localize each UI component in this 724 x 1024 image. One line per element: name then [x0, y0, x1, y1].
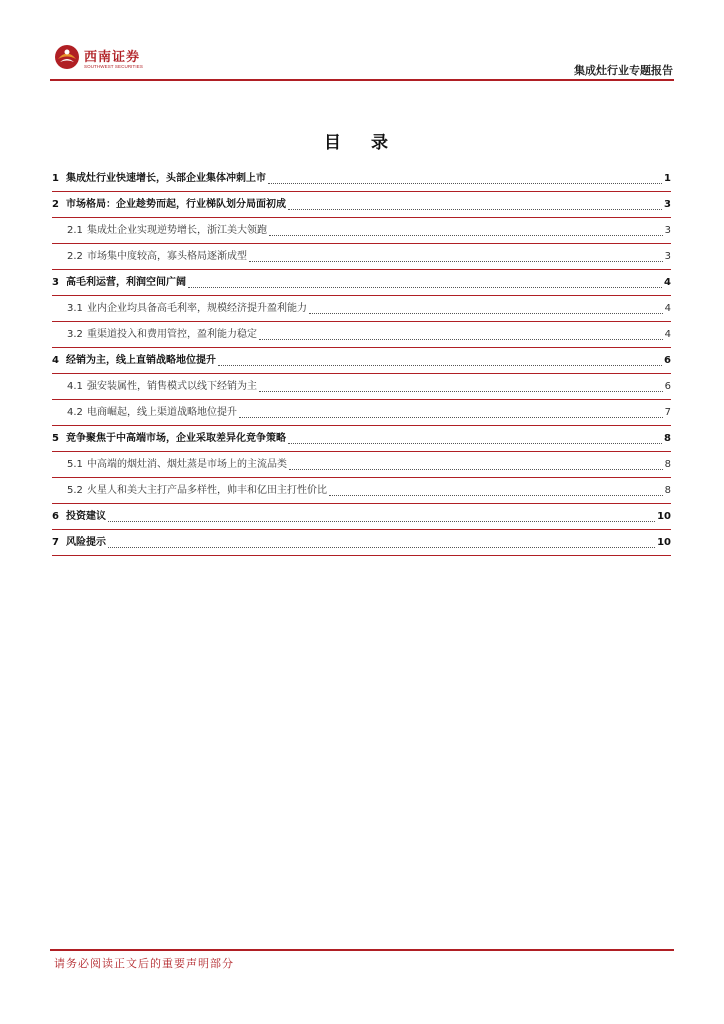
toc-entry-page[interactable]: 8 — [664, 485, 671, 496]
toc-entry[interactable] — [52, 456, 671, 482]
toc-entry-number: 3 — [52, 277, 59, 288]
toc-entry-rule — [52, 373, 671, 374]
toc-dot-leader — [259, 390, 663, 392]
toc-entry-page[interactable]: 8 — [664, 433, 671, 444]
toc-entry-page[interactable]: 7 — [664, 407, 671, 418]
toc-entry-page[interactable]: 10 — [657, 537, 671, 548]
toc-entry[interactable] — [52, 352, 671, 378]
toc-entry-rule — [52, 477, 671, 478]
toc-entry[interactable] — [52, 196, 671, 222]
toc-entry-number: 4 — [52, 355, 59, 366]
toc-entry[interactable] — [52, 170, 671, 196]
toc-dot-leader — [249, 260, 663, 262]
toc-entry[interactable] — [52, 482, 671, 508]
toc-entry-page[interactable]: 4 — [664, 277, 671, 288]
toc-entry-number: 5 — [52, 433, 59, 444]
toc-entry-number: 1 — [52, 173, 59, 184]
toc-entry-rule — [52, 191, 671, 192]
toc-entry-rule — [52, 269, 671, 270]
toc-entry-title[interactable]: 电商崛起，线上渠道战略地位提升 — [87, 407, 237, 418]
toc-dot-leader — [269, 234, 663, 236]
toc-entry-title[interactable]: 高毛利运营，利润空间广阔 — [66, 277, 186, 288]
toc-entry[interactable] — [52, 404, 671, 430]
toc-entry-page[interactable]: 8 — [664, 459, 671, 470]
toc-entry-page[interactable]: 4 — [664, 329, 671, 340]
toc-entry-page[interactable]: 3 — [664, 225, 671, 236]
toc-dot-leader — [309, 312, 663, 314]
toc-entry-rule — [52, 347, 671, 348]
toc-dot-leader — [288, 442, 662, 444]
toc-entry-number: 5.2 — [67, 485, 83, 496]
logo-text: 西南证券 — [84, 50, 141, 65]
toc-entry-number: 2.2 — [67, 251, 83, 262]
footer-divider — [50, 949, 674, 951]
toc-entry-number: 3.2 — [67, 329, 83, 340]
toc-dot-leader — [268, 182, 662, 184]
toc-entry-rule — [52, 555, 671, 556]
toc-entry-number: 3.1 — [67, 303, 83, 314]
toc-entry-page[interactable]: 6 — [664, 381, 671, 392]
toc-entry-number: 2 — [52, 199, 59, 210]
southwest-securities-logo-icon — [54, 44, 80, 70]
toc-entry-title[interactable]: 竞争聚焦于中高端市场，企业采取差异化竞争策略 — [66, 433, 286, 444]
toc-entry-number: 6 — [52, 511, 59, 522]
header-divider — [50, 79, 674, 81]
toc-entry-page[interactable]: 3 — [664, 199, 671, 210]
toc-entry-title[interactable]: 火星人和美大主打产品多样性，帅丰和亿田主打性价比 — [87, 485, 327, 496]
toc-entry-page[interactable]: 3 — [664, 251, 671, 262]
toc-entry-title[interactable]: 投资建议 — [66, 511, 106, 522]
page-header — [0, 0, 724, 90]
toc-dot-leader — [288, 208, 662, 210]
toc-dot-leader — [218, 364, 662, 366]
report-title: 集成灶行业专题报告 — [574, 64, 673, 77]
toc-entry-page[interactable]: 1 — [664, 173, 671, 184]
toc-entry[interactable] — [52, 222, 671, 248]
toc-entry[interactable] — [52, 274, 671, 300]
company-logo — [54, 44, 150, 74]
toc-entry-page[interactable]: 6 — [664, 355, 671, 366]
footer-disclaimer: 请务必阅读正文后的重要声明部分 — [54, 957, 234, 970]
toc-dot-leader — [259, 338, 663, 340]
toc-dot-leader — [188, 286, 662, 288]
toc-entry-rule — [52, 425, 671, 426]
toc-entry-title[interactable]: 重渠道投入和费用管控，盈利能力稳定 — [87, 329, 257, 340]
toc-entry[interactable] — [52, 300, 671, 326]
toc-entry-rule — [52, 217, 671, 218]
toc-dot-leader — [289, 468, 663, 470]
toc-entry-title[interactable]: 业内企业均具备高毛利率，规模经济提升盈利能力 — [87, 303, 307, 314]
toc-entry-title[interactable]: 市场集中度较高，寡头格局逐渐成型 — [87, 251, 247, 262]
toc-entry-title[interactable]: 市场格局：企业趁势而起，行业梯队划分局面初成 — [66, 199, 286, 210]
toc-entry-number: 4.2 — [67, 407, 83, 418]
table-of-contents — [52, 170, 671, 560]
toc-dot-leader — [108, 546, 655, 548]
toc-entry-number: 4.1 — [67, 381, 83, 392]
toc-entry-title[interactable]: 集成灶企业实现逆势增长，浙江美大领跑 — [87, 225, 267, 236]
toc-entry-rule — [52, 503, 671, 504]
toc-entry-rule — [52, 295, 671, 296]
toc-entry-rule — [52, 451, 671, 452]
toc-dot-leader — [108, 520, 655, 522]
toc-entry-title[interactable]: 集成灶行业快速增长，头部企业集体冲刺上市 — [66, 173, 266, 184]
toc-entry[interactable] — [52, 248, 671, 274]
toc-entry-page[interactable]: 10 — [657, 511, 671, 522]
toc-entry-number: 5.1 — [67, 459, 83, 470]
toc-entry[interactable] — [52, 378, 671, 404]
toc-entry-title[interactable]: 经销为主，线上直销战略地位提升 — [66, 355, 216, 366]
toc-entry-number: 2.1 — [67, 225, 83, 236]
toc-entry-title[interactable]: 强安装属性，销售模式以线下经销为主 — [87, 381, 257, 392]
toc-heading: 目 录 — [324, 133, 400, 153]
toc-entry-rule — [52, 321, 671, 322]
toc-entry-number: 7 — [52, 537, 59, 548]
toc-dot-leader — [239, 416, 663, 418]
toc-entry[interactable] — [52, 326, 671, 352]
logo-subtitle: SOUTHWEST SECURITIES — [84, 64, 143, 69]
toc-entry-rule — [52, 243, 671, 244]
toc-entry-title[interactable]: 中高端的烟灶消、烟灶蒸是市场上的主流品类 — [87, 459, 287, 470]
toc-entry-rule — [52, 399, 671, 400]
toc-dot-leader — [329, 494, 663, 496]
toc-entry[interactable] — [52, 430, 671, 456]
toc-entry[interactable] — [52, 508, 671, 534]
toc-entry-title[interactable]: 风险提示 — [66, 537, 106, 548]
toc-entry-rule — [52, 529, 671, 530]
toc-entry[interactable] — [52, 534, 671, 560]
toc-entry-page[interactable]: 4 — [664, 303, 671, 314]
